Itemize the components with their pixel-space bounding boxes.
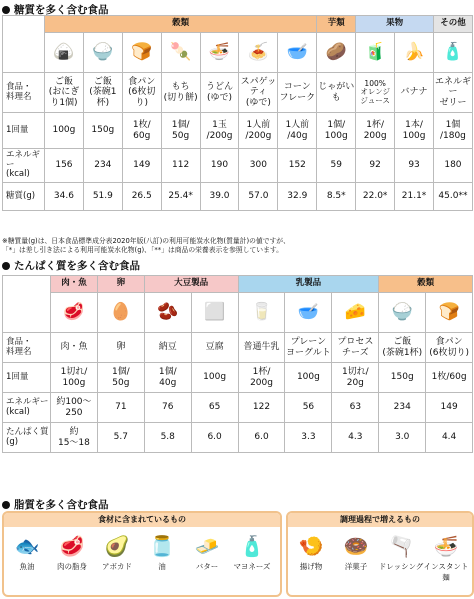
instant-noodle-icon: 🍜 (433, 534, 459, 558)
fat-food-label: マヨネーズ (233, 562, 271, 571)
fat-food-item (378, 531, 424, 572)
food-name: 普通牛乳 (238, 333, 285, 363)
fat-food-item (288, 531, 334, 572)
food-name: ご飯 (おにぎり1個) (45, 73, 84, 113)
fat-food-label: インスタント麺 (423, 562, 469, 582)
food-name: バナナ (395, 73, 434, 113)
fat-food-label: 揚げ物 (299, 562, 323, 571)
serving-amount: 1枚/ 60g (122, 113, 161, 149)
corner-cell (3, 16, 45, 73)
fat-in-ingredients-box (2, 511, 282, 597)
food-name: 食パン (6枚切り) (122, 73, 161, 113)
protein-grams: 3.3 (285, 423, 332, 453)
energy-kcal: 93 (395, 149, 434, 183)
meat-fat-icon: 🥩 (59, 534, 85, 558)
fat-food-label: ドレッシング (378, 562, 424, 571)
food-image-cell (191, 293, 238, 333)
row-label-amount: 1回量 (3, 113, 45, 149)
sugar-grams: 26.5 (122, 183, 161, 211)
food-image-cell (83, 33, 122, 73)
category-fruits: 果物 (356, 16, 434, 33)
food-name: 卵 (97, 333, 144, 363)
energy-kcal: 56 (285, 393, 332, 423)
food-image-cell (434, 33, 473, 73)
serving-amount: 100g (285, 363, 332, 393)
energy-kcal: 92 (356, 149, 395, 183)
sugar-grams: 32.9 (278, 183, 317, 211)
food-name: エネルギー ゼリー (434, 73, 473, 113)
fat-food-item (184, 531, 230, 572)
spaghetti-icon: 🍝 (247, 42, 269, 62)
yogurt-icon: 🥣 (297, 302, 319, 322)
food-image-cell (395, 33, 434, 73)
food-image-cell (45, 33, 84, 73)
serving-amount: 150g (83, 113, 122, 149)
egg-icon: 🥚 (110, 302, 132, 322)
serving-amount: 1枚/60g (426, 363, 473, 393)
row-label-energy: エネルギー (kcal) (3, 393, 51, 423)
sugar-table (2, 15, 473, 211)
serving-amount: 1人前 /40g (278, 113, 317, 149)
section3-title: 脂質を多く含む食品 (2, 497, 109, 512)
sugar-grams: 39.0 (200, 183, 239, 211)
serving-amount: 1本/ 100g (395, 113, 434, 149)
food-image-cell (161, 33, 200, 73)
food-name: プレーン ヨーグルト (285, 333, 332, 363)
energy-kcal: 63 (332, 393, 379, 423)
serving-amount: 1個/ 40g (144, 363, 191, 393)
category-grains: 穀類 (379, 276, 473, 293)
fat-food-item (229, 531, 275, 572)
serving-amount: 1杯/ 200g (238, 363, 285, 393)
fried-food-icon: 🍤 (298, 534, 324, 558)
food-name: コーン フレーク (278, 73, 317, 113)
sugar-grams: 25.4* (161, 183, 200, 211)
fat-food-item (49, 531, 95, 572)
food-name: 豆腐 (191, 333, 238, 363)
row-label-amount: 1回量 (3, 363, 51, 393)
energy-kcal: 76 (144, 393, 191, 423)
row-label-protein: たんぱく質 (g) (3, 423, 51, 453)
food-image-cell (317, 33, 356, 73)
serving-amount: 1杯/ 200g (356, 113, 395, 149)
fat-food-label: 洋菓子 (344, 562, 368, 571)
serving-amount: 1切れ/ 20g (332, 363, 379, 393)
serving-amount: 100g (45, 113, 84, 149)
rice-bowl-icon: 🍚 (92, 42, 114, 62)
serving-amount: 1個/ 50g (161, 113, 200, 149)
fat-food-label: 油 (158, 562, 166, 571)
protein-table (2, 275, 473, 453)
category-egg: 卵 (97, 276, 144, 293)
energy-kcal: 156 (45, 149, 84, 183)
energy-kcal: 149 (122, 149, 161, 183)
fat-food-item (4, 531, 50, 572)
category-meat-fish: 肉・魚 (51, 276, 98, 293)
section2-title: たんぱく質を多く含む食品 (2, 258, 140, 273)
food-name: 食パン (6枚切り) (426, 333, 473, 363)
food-name: 100% オレンジ ジュース (356, 73, 395, 113)
food-image-cell (426, 293, 473, 333)
row-label-energy: エネルギー (kcal) (3, 149, 45, 183)
serving-amount: 100g (191, 363, 238, 393)
category-tubers: 芋類 (317, 16, 356, 33)
fat-food-item (423, 531, 469, 583)
meat-fish-icon: 🥩 (63, 302, 85, 322)
food-image-cell (144, 293, 191, 333)
row-label-name: 食品・ 料理名 (3, 333, 51, 363)
sugar-grams: 21.1* (395, 183, 434, 211)
category-grains: 穀類 (45, 16, 317, 33)
serving-amount: 150g (379, 363, 426, 393)
banana-icon: 🍌 (403, 42, 425, 62)
energy-kcal: 190 (200, 149, 239, 183)
sugar-grams: 34.6 (45, 183, 84, 211)
butter-icon: 🧈 (194, 534, 220, 558)
energy-kcal: 152 (278, 149, 317, 183)
fish-oil-icon: 🐟 (14, 534, 40, 558)
box-title: 調理過程で増えるもの (288, 513, 472, 527)
serving-amount: 1個 /180g (434, 113, 473, 149)
cornflakes-icon: 🥣 (286, 42, 308, 62)
avocado-icon: 🥑 (104, 534, 130, 558)
protein-grams: 5.7 (97, 423, 144, 453)
food-image-cell (238, 293, 285, 333)
protein-grams: 6.0 (191, 423, 238, 453)
serving-amount: 1個/ 100g (317, 113, 356, 149)
section1-title: 糖質を多く含む食品 (2, 2, 109, 17)
energy-kcal: 65 (191, 393, 238, 423)
food-name: 納豆 (144, 333, 191, 363)
energy-kcal: 234 (83, 149, 122, 183)
food-name: プロセス チーズ (332, 333, 379, 363)
potato-icon: 🥔 (325, 42, 347, 62)
fat-food-item (94, 531, 140, 572)
food-name: ご飯 (茶碗1杯) (83, 73, 122, 113)
sugar-grams: 22.0* (356, 183, 395, 211)
protein-grams: 約 15～18 (51, 423, 98, 453)
category-dairy: 乳製品 (238, 276, 379, 293)
food-image-cell (332, 293, 379, 333)
serving-amount: 1個/ 50g (97, 363, 144, 393)
footnote: ※糖質量(g)は、日本食品標準成分表2020年版(八訂)の利用可能炭水化物(質量計)の値ですが、 「*」は差し引き法による利用可能炭水化物(g)、「**」は商品の栄養表示を参照しています。 (2, 237, 290, 255)
energy-kcal: 59 (317, 149, 356, 183)
row-label-name: 食品・ 料理名 (3, 73, 45, 113)
sugar-grams: 8.5* (317, 183, 356, 211)
energy-kcal: 149 (426, 393, 473, 423)
fat-food-label: 魚油 (19, 562, 35, 571)
bread-icon: 🍞 (131, 42, 153, 62)
cheese-icon: 🧀 (344, 302, 366, 322)
food-image-cell (200, 33, 239, 73)
fat-food-item (139, 531, 185, 572)
category-soy: 大豆製品 (144, 276, 238, 293)
box-title: 食材に含まれているもの (4, 513, 280, 527)
bullet-icon (2, 6, 10, 14)
rice-ball-icon: 🍙 (53, 42, 75, 62)
pastry-icon: 🍩 (343, 534, 369, 558)
energy-kcal: 122 (238, 393, 285, 423)
mochi-icon: 🍡 (170, 42, 192, 62)
protein-grams: 6.0 (238, 423, 285, 453)
protein-grams: 5.8 (144, 423, 191, 453)
jelly-drink-icon: 🧴 (442, 42, 464, 62)
food-image-cell (51, 293, 98, 333)
food-name: うどん (ゆで) (200, 73, 239, 113)
juice-icon: 🧃 (364, 42, 386, 62)
natto-icon: 🫘 (157, 302, 179, 322)
corner-cell (3, 276, 51, 333)
sugar-grams: 45.0** (434, 183, 473, 211)
fat-from-cooking-box (286, 511, 474, 597)
energy-kcal: 71 (97, 393, 144, 423)
bread-icon: 🍞 (438, 302, 460, 322)
energy-kcal: 234 (379, 393, 426, 423)
bullet-icon (2, 501, 10, 509)
food-image-cell (379, 293, 426, 333)
udon-icon: 🍜 (208, 42, 231, 62)
food-name: スパゲッティ (ゆで) (239, 73, 278, 113)
protein-grams: 4.4 (426, 423, 473, 453)
protein-grams: 4.3 (332, 423, 379, 453)
energy-kcal: 112 (161, 149, 200, 183)
bullet-icon (2, 262, 10, 270)
food-image-cell (122, 33, 161, 73)
category-other: その他 (434, 16, 473, 33)
fat-food-label: バター (195, 562, 219, 571)
tofu-icon: ⬜ (204, 302, 226, 322)
food-image-cell (356, 33, 395, 73)
energy-kcal: 約100～ 250 (51, 393, 98, 423)
fat-food-item (333, 531, 379, 572)
fat-food-label: アボカド (102, 562, 132, 571)
serving-amount: 1玉 /200g (200, 113, 239, 149)
sugar-grams: 51.9 (83, 183, 122, 211)
food-image-cell (97, 293, 144, 333)
food-image-cell (285, 293, 332, 333)
mayonnaise-icon: 🧴 (239, 534, 265, 558)
food-name: じゃがいも (317, 73, 356, 113)
sugar-grams: 57.0 (239, 183, 278, 211)
food-name: もち (切り餅) (161, 73, 200, 113)
food-name: 肉・魚 (51, 333, 98, 363)
food-image-cell (278, 33, 317, 73)
protein-grams: 3.0 (379, 423, 426, 453)
row-label-sugar: 糖質(g) (3, 183, 45, 211)
oil-icon: 🫙 (149, 534, 175, 558)
food-name: ご飯 (茶碗1杯) (379, 333, 426, 363)
serving-amount: 1人前 /200g (239, 113, 278, 149)
serving-amount: 1切れ/ 100g (51, 363, 98, 393)
rice-bowl-icon: 🍚 (391, 302, 413, 322)
dressing-icon: 🫗 (388, 534, 414, 558)
energy-kcal: 300 (239, 149, 278, 183)
food-image-cell (239, 33, 278, 73)
milk-icon: 🥛 (250, 302, 273, 322)
energy-kcal: 180 (434, 149, 473, 183)
fat-food-label: 肉の脂身 (57, 562, 87, 571)
